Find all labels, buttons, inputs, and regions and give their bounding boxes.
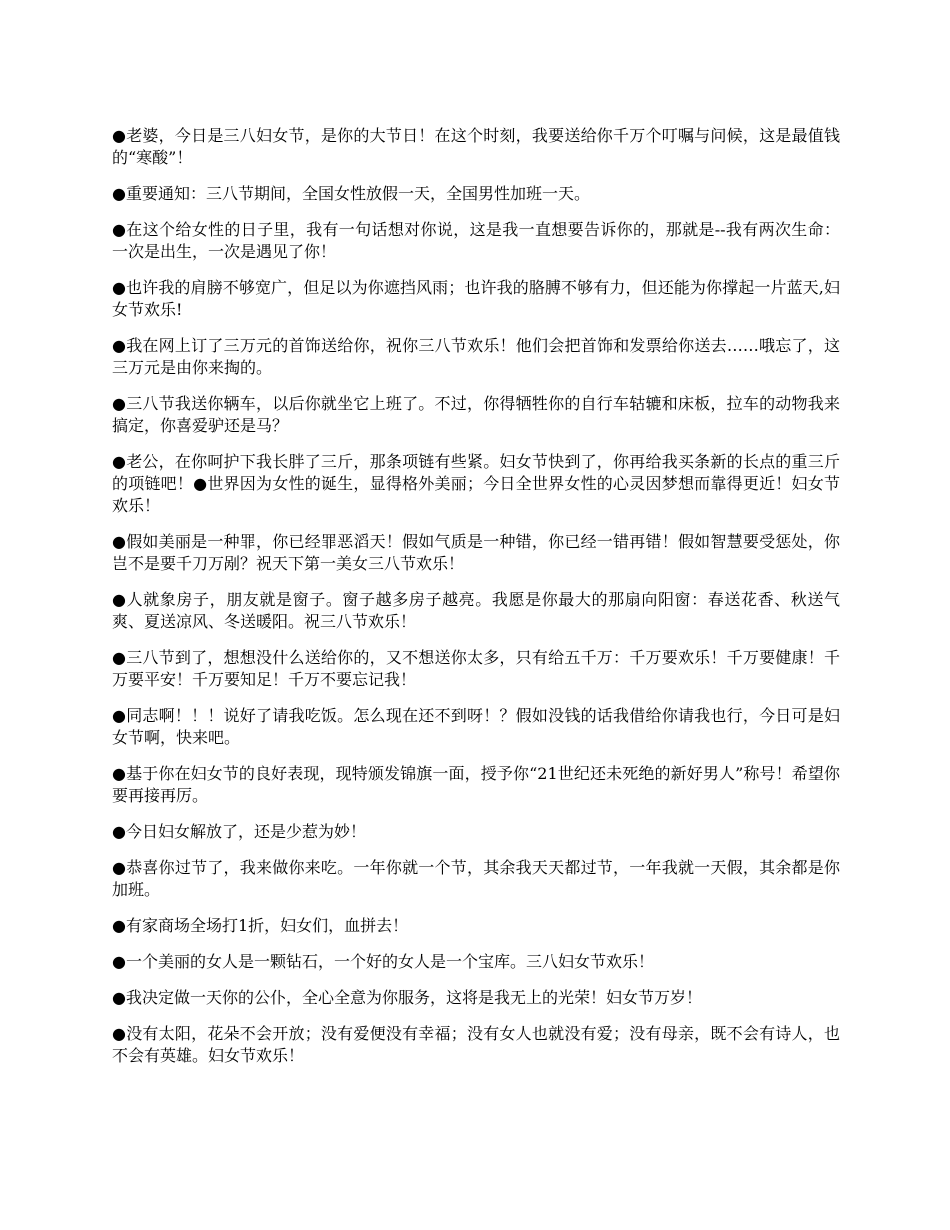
document-page: [112, 125, 840, 1081]
paragraph: ●也许我的肩膀不够宽广，但足以为你遮挡风雨；也许我的胳膊不够有力，但还能为你撑起一片蓝天,妇女节欢乐!: [112, 278, 840, 319]
paragraph: ●三八节到了，想想没什么送给你的，又不想送你太多，只有给五千万：千万要欢乐！千万要健康！千万要平安！千万要知足！千万不要忘记我！: [112, 648, 840, 689]
paragraph: ●一个美丽的女人是一颗钻石，一个好的女人是一个宝库。三八妇女节欢乐！: [112, 952, 654, 971]
paragraph: ●同志啊！！！说好了请我吃饭。怎么现在还不到呀！？假如没钱的话我借给你请我也行，今日可是妇女节啊，快来吧。: [112, 706, 840, 747]
paragraph: ●恭喜你过节了，我来做你来吃。一年你就一个节，其余我天天都过节，一年我就一天假，其余都是你加班。: [112, 858, 840, 899]
paragraph: ●老婆，今日是三八妇女节，是你的大节日！在这个时刻，我要送给你千万个叮嘱与问候，这是最值钱的“寒酸”！: [112, 126, 840, 167]
paragraph: ●三八节我送你辆车，以后你就坐它上班了。不过，你得牺牲你的自行车轱辘和床板，拉车的动物我来搞定，你喜爱驴还是马？: [112, 394, 840, 435]
paragraph: ●假如美丽是一种罪，你已经罪恶滔天！假如气质是一种错，你已经一错再错！假如智慧要受惩处，你岂不是要千刀万剐？祝天下第一美女三八节欢乐！: [112, 532, 840, 573]
paragraph: ●重要通知：三八节期间，全国女性放假一天，全国男性加班一天。: [112, 184, 590, 203]
paragraph: ●有家商场全场打1折，妇女们，血拼去！: [112, 916, 409, 935]
paragraph: ●我在网上订了三万元的首饰送给你，祝你三八节欢乐！他们会把首饰和发票给你送去……哦忘了，这三万元是由你来掏的。: [112, 336, 840, 377]
paragraph: ●基于你在妇女节的良好表现，现特颁发锦旗一面，授予你“21世纪还未死绝的新好男人”称号！希望你要再接再厉。: [112, 764, 840, 805]
paragraph: ●没有太阳，花朵不会开放；没有爱便没有幸福；没有女人也就没有爱；没有母亲，既不会有诗人，也不会有英雄。妇女节欢乐！: [112, 1024, 840, 1065]
paragraph: ●我决定做一天你的公仆，全心全意为你服务，这将是我无上的光荣！妇女节万岁！: [112, 988, 702, 1007]
paragraph: ●老公，在你呵护下我长胖了三斤，那条项链有些紧。妇女节快到了，你再给我买条新的长点的重三斤的项链吧！●世界因为女性的诞生，显得格外美丽；今日全世界女性的心灵因梦想而靠得更近！妇女节欢乐！: [112, 452, 840, 515]
paragraph: ●今日妇女解放了，还是少惹为妙！: [112, 822, 366, 841]
paragraph: ●人就象房子，朋友就是窗子。窗子越多房子越亮。我愿是你最大的那扇向阳窗：春送花香、秋送气爽、夏送凉风、冬送暖阳。祝三八节欢乐！: [112, 590, 840, 631]
paragraph: ●在这个给女性的日子里，我有一句话想对你说，这是我一直想要告诉你的，那就是--我有两次生命：一次是出生，一次是遇见了你！: [112, 220, 840, 261]
